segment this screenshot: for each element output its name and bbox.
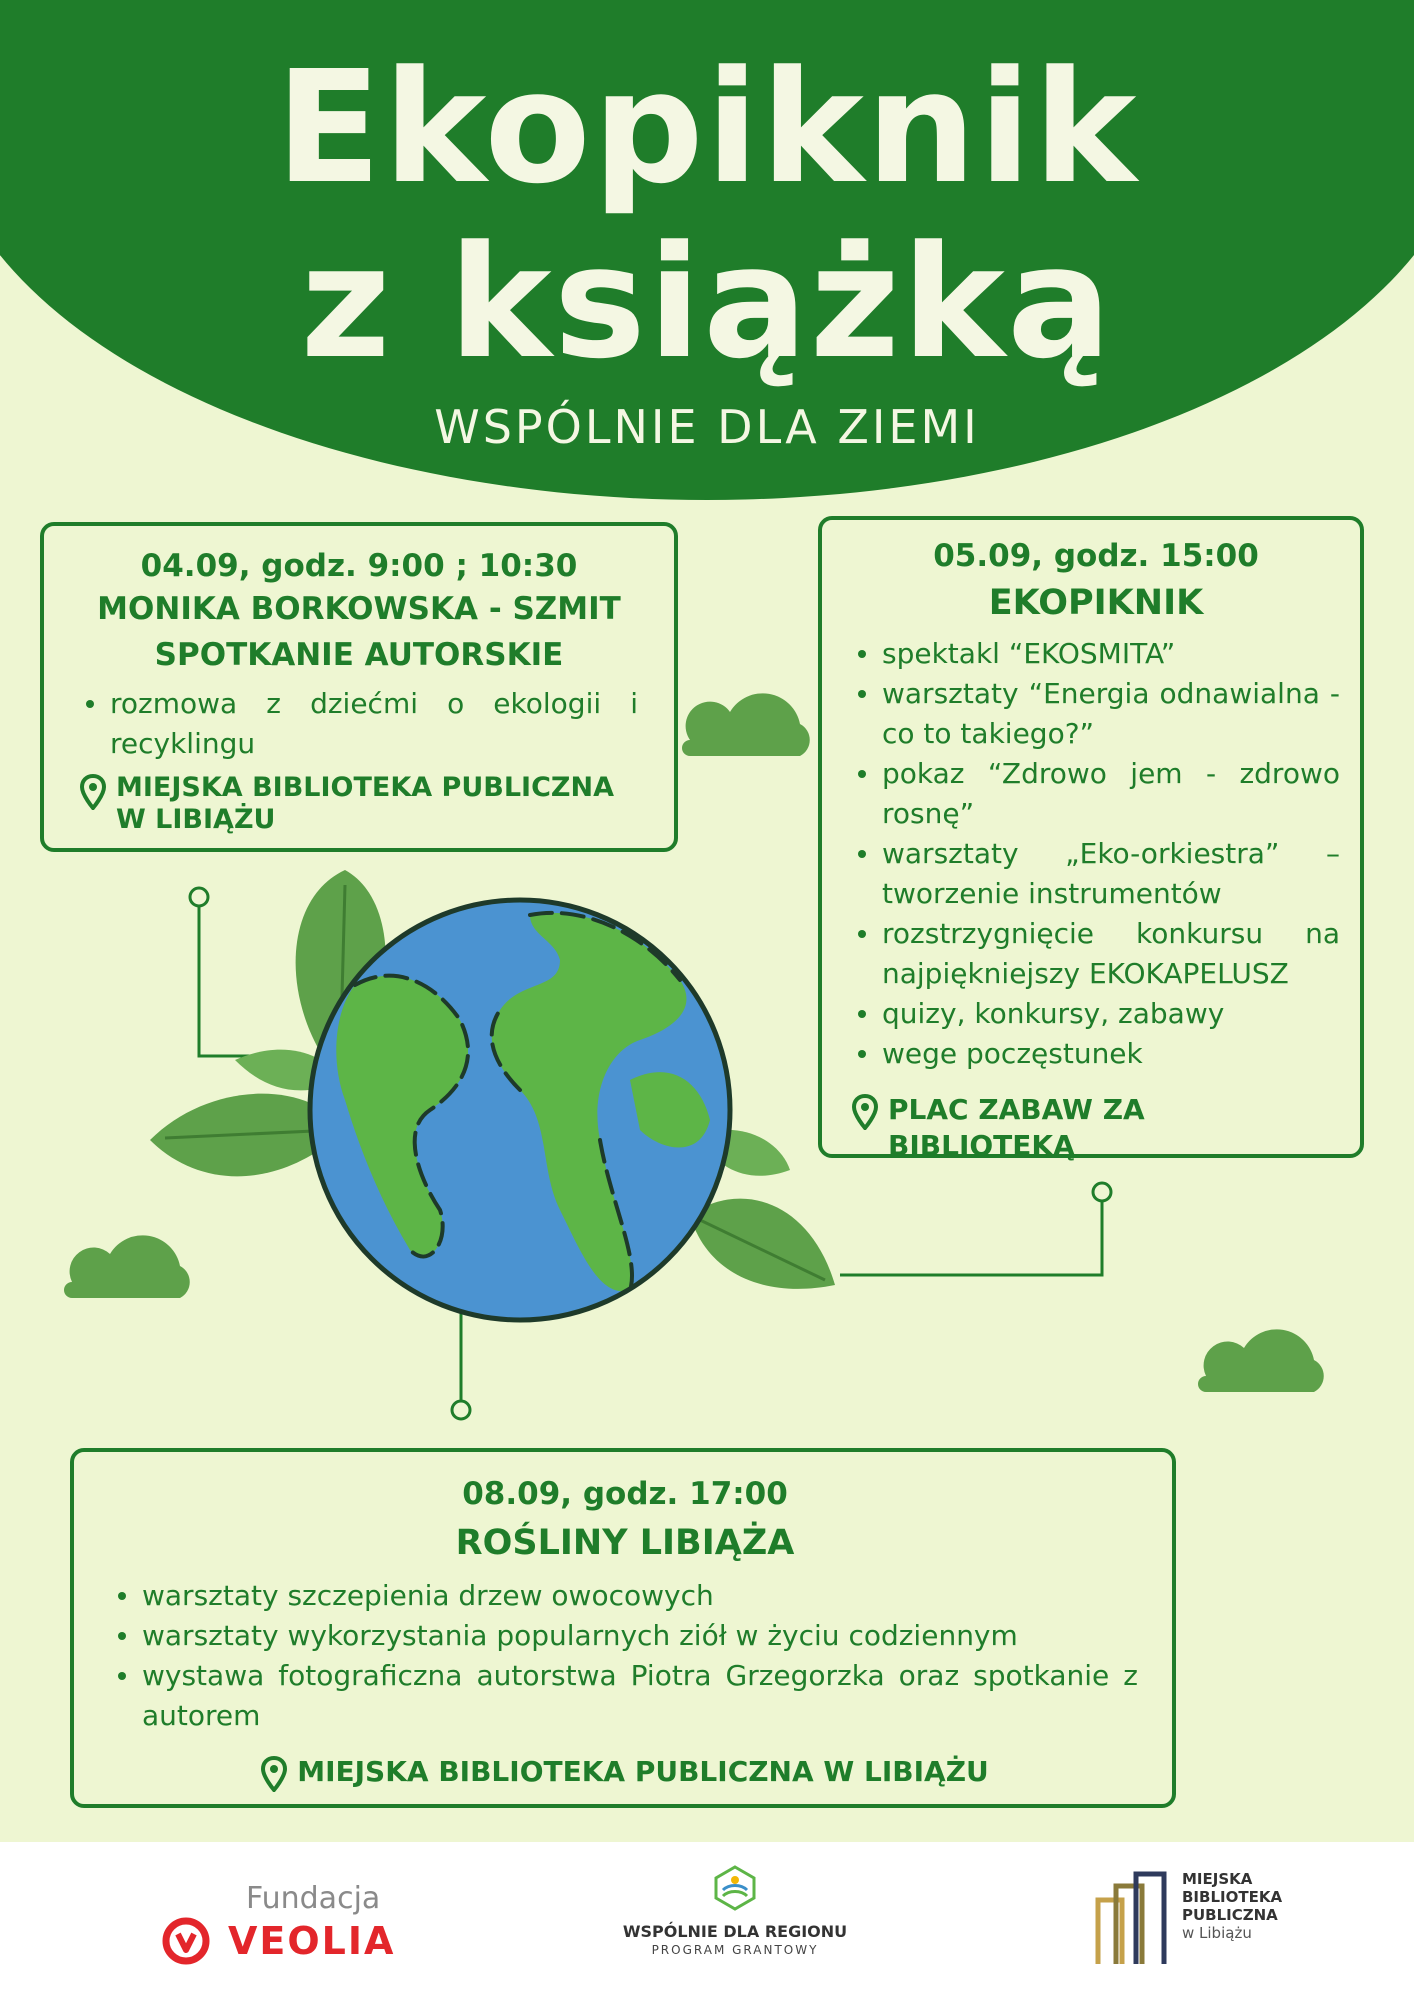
title-line-2: z książką [300,212,1114,393]
location-pin-icon [852,1094,878,1130]
list-item: warsztaty wykorzystania popularnych ziół w życiu codziennym [112,1616,1138,1656]
library-building-icon [1094,1870,1170,1966]
list-item: warsztaty szczepienia drzew owocowych [112,1576,1138,1616]
list-item: rozstrzygnięcie konkursu na najpiękniejszy EKOKAPELUSZ [852,914,1340,994]
list-item: pokaz “Zdrowo jem - zdrowo rosnę” [852,754,1340,834]
footer [0,1842,1414,2000]
event1-date: 04.09, godz. 9:00 ; 10:30 [140,548,578,584]
event2-list [852,634,1340,1074]
event1-heading-2: SPOTKANIE AUTORSKIE [154,637,564,673]
event1-location-text: MIEJSKA BIBLIOTEKA PUBLICZNA W LIBIĄŻU [116,772,614,835]
title-line-1: Ekopiknik [275,37,1139,218]
list-item: wege poczęstunek [852,1034,1340,1074]
event3-heading: ROŚLINY LIBIĄŻA [455,1523,795,1563]
library-name-4: w Libiążu [1182,1924,1252,1942]
veolia-foundation-label: Fundacja [246,1881,381,1916]
event1-heading-1: MONIKA BORKOWSKA - SZMIT [97,591,621,627]
library-name-1: MIEJSKA [1182,1870,1253,1888]
library-name-3: PUBLICZNA [1182,1906,1278,1924]
location-pin-icon [261,1756,287,1792]
veolia-mark-icon [160,1916,220,1966]
region-subtitle: PROGRAM GRANTOWY [651,1943,819,1957]
list-item: warsztaty „Eko-orkiestra” – tworzenie instrumentów [852,834,1340,914]
event1-location [80,772,638,836]
list-item: spektakl “EKOSMITA” [852,634,1340,674]
leaves [150,870,835,1289]
event3-location [112,1754,1138,1792]
event1-list [80,684,638,764]
list-item: warsztaty “Energia odnawialna - co to takiego?” [852,674,1340,754]
event-card-3 [70,1448,1176,1808]
globe [310,900,730,1320]
event2-date: 05.09, godz. 15:00 [933,538,1259,574]
region-name: WSPÓLNIE DLA REGIONU [622,1922,848,1941]
event-card-1 [40,522,678,852]
event3-location-text: MIEJSKA BIBLIOTEKA PUBLICZNA W LIBIĄŻU [297,1755,989,1788]
library-name-2: BIBLIOTEKA [1182,1888,1283,1906]
library-logo [1094,1870,1282,1966]
event3-list [112,1576,1138,1736]
list-item: quizy, konkursy, zabawy [852,994,1340,1034]
region-emblem-icon [711,1864,759,1912]
veolia-name: VEOLIA [228,1919,396,1963]
veolia-logo [160,1882,395,1966]
event2-heading: EKOPIKNIK [988,583,1204,623]
subtitle: WSPÓLNIE DLA ZIEMI [434,400,980,454]
event3-date: 08.09, godz. 17:00 [462,1476,788,1512]
event2-location-text: PLAC ZABAW ZA BIBLIOTEKĄ [888,1093,1145,1162]
list-item: rozmowa z dziećmi o ekologii i recyklingu [80,684,638,764]
list-item: wystawa fotograficzna autorstwa Piotra Grzegorzka oraz spotkanie z autorem [112,1656,1138,1736]
location-pin-icon [80,774,106,810]
event2-location [852,1092,1340,1164]
region-logo [610,1864,860,1957]
event-card-2 [818,516,1364,1162]
